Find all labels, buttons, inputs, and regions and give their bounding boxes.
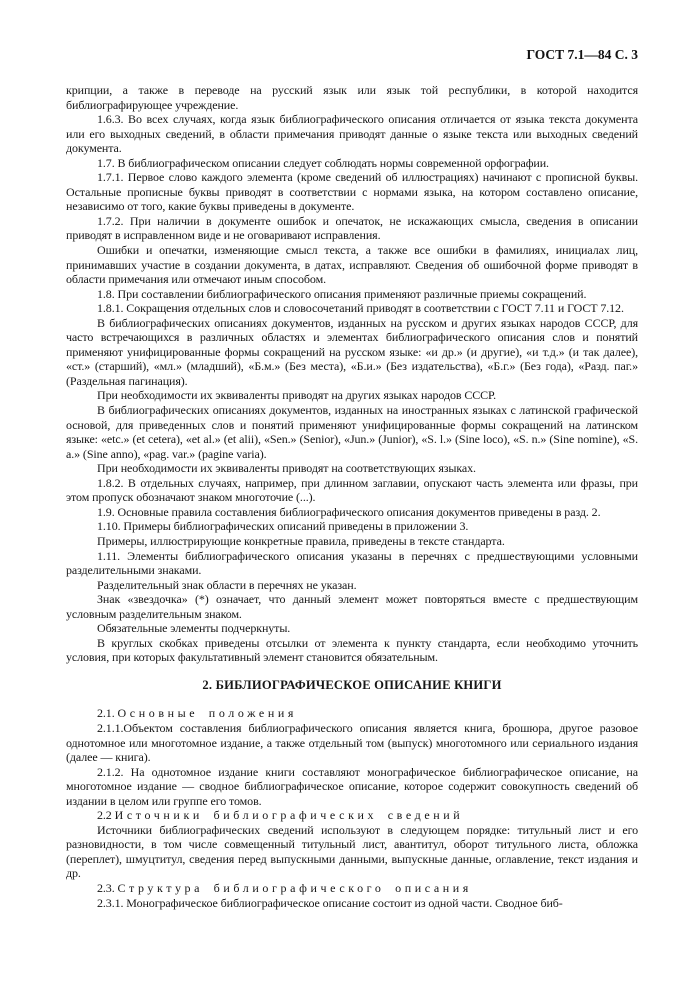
paragraph: Знак «звездочка» (*) означает, что данный элемент может повторяться вместе с предшествующим условным разделительным знаком. <box>66 592 638 621</box>
paragraph: 1.6.3. Во всех случаях, когда язык библиографического описания отличается от языка текста документа или его выходных сведений, в области примечания приводят данные о языке текста или выходных сведений документа. <box>66 112 638 156</box>
page-header <box>66 47 638 63</box>
paragraph: 1.8.2. В отдельных случаях, например, при длинном заглавии, опускают часть элемента или фразы, при этом пропуск обозначают знаком многоточие (...). <box>66 475 638 505</box>
paragraph: 1.7.1. Первое слово каждого элемента (кроме сведений об иллюстрациях) начинают с прописной буквы. Остальные прописные буквы приводят в соответствии с нормами языка, на котором составлено описание, независимо от того, какие буквы приведены в документе. <box>66 170 638 214</box>
section-heading: 2. БИБЛИОГРАФИЧЕСКОЕ ОПИСАНИЕ КНИГИ <box>202 677 502 692</box>
document-body <box>66 83 638 910</box>
subsection-number: 2.3. <box>97 880 118 895</box>
paragraph: 1.8. При составлении библиографического описания применяют различные приемы сокращений. <box>97 286 587 301</box>
paragraph: Источники библиографических сведений используют в следующем порядке: титульный лист и его разновидности, в том числе совмещенный титульный лист, авантитул, оборот титульного листа, обложка (переплет), шмуцтитул, сведения перед выпускными данными, выпускные данные, оглавление, текст издания и др. <box>66 822 638 881</box>
paragraph: 2.1.1.Объектом составления библиографического описания является книга, брошюра, другое разовое однотомное или многотомное издание, а также отдельный том (выпуск) многотомного или сериального издания (далее — книга). <box>66 720 638 765</box>
subsection-heading <box>66 808 638 823</box>
paragraph: 2.3.1. Монографическое библиографическое описание состоит из одной части. Сводное биб- <box>97 895 563 910</box>
paragraph: крипции, а также в переводе на русский язык или язык той республики, в которой находится библиографирующее учреждение. <box>66 83 638 112</box>
paragraph: Разделительный знак области в перечнях не указан. <box>97 577 357 592</box>
paragraph: Ошибки и опечатки, изменяющие смысл текста, а также все ошибки в фамилиях, инициалах лиц, принимавших участие в создании документа, в датах, исправляют. Сведения об ошибочной форме приводят в области примечания или отмечают иным способом. <box>66 243 638 287</box>
subsection-title: Источники библиографических сведений <box>114 808 464 823</box>
paragraph: При необходимости их эквиваленты приводят на других языках народов СССР. <box>97 388 497 403</box>
subsection-heading <box>66 881 638 896</box>
subsection-title: Основные положения <box>117 706 297 721</box>
paragraph: В библиографических описаниях документов, изданных на иностранных языках с латинской графической основой, для приведенных слов и понятий применяют унифицированные формы сокращений на латинском языке: «etc.» (et cetera), «et al.» (et alii), «Sen.» (Senior), «Jun.» (Junior), «S. l.» (Sine loco), «S. n.» (Sine nomine), «S. a.» (Sine anno), «pag. var.» (pagine varia). <box>66 403 638 461</box>
paragraph: Обязательные элементы подчеркнуты. <box>97 621 291 636</box>
paragraph: При необходимости их эквиваленты приводят на соответствующих языках. <box>97 461 476 476</box>
subsection-heading <box>66 706 638 721</box>
subsection-number: 2.2 <box>97 808 115 823</box>
paragraph: Примеры, иллюстрирующие конкретные правила, приведены в тексте стандарта. <box>97 533 505 548</box>
paragraph: В библиографических описаниях документов, изданных на русском и других языках народов СССР, для часто встречающихся в различных областях и элементах библиографического описания слов и понятий применяют унифицированные формы сокращений на русском языке: «и др.» (и другие), «и т.д.» (и так далее), «ст.» (старший), «мл.» (младший), «Б.м.» (Без места), «Б.и.» (Без издательства), «Б.г.» (Без года), «Разд. паг.» (Раздельная пагинация). <box>66 315 638 388</box>
paragraph: 1.10. Примеры библиографических описаний приведены в приложении 3. <box>97 519 469 534</box>
paragraph: В круглых скобках приведены отсылки от элемента к пункту стандарта, если необходимо уточнить условия, при которых факультативный элемент становится обязательным. <box>66 635 638 665</box>
paragraph: 1.9. Основные правила составления библиографического описания документов приведены в разд. 2. <box>97 504 601 519</box>
standard-number-page-label: ГОСТ 7.1—84 С. 3 <box>526 47 638 62</box>
paragraph: 1.7. В библиографическом описании следует соблюдать нормы современной орфографии. <box>97 155 549 170</box>
paragraph: 2.1.2. На однотомное издание книги составляют монографическое библиографическое описание, на многотомное издание — сводное библиографическое описание, которое содержит совокупность сведений об издании в целом или группе его томов. <box>66 764 638 808</box>
subsection-number: 2.1. <box>97 706 118 721</box>
subsection-title: Структура библиографического описания <box>117 880 472 895</box>
paragraph: 1.7.2. При наличии в документе ошибок и опечаток, не искажающих смысла, сведения в описании приводят в исправленном виде и не оговаривают исправления. <box>66 213 638 243</box>
paragraph: 1.8.1. Сокращения отдельных слов и словосочетаний приводят в соответствии с ГОСТ 7.11 и ГОСТ 7.12. <box>97 301 624 316</box>
paragraph: 1.11. Элементы библиографического описания указаны в перечнях с предшествующими условными разделительными знаками. <box>66 548 638 578</box>
